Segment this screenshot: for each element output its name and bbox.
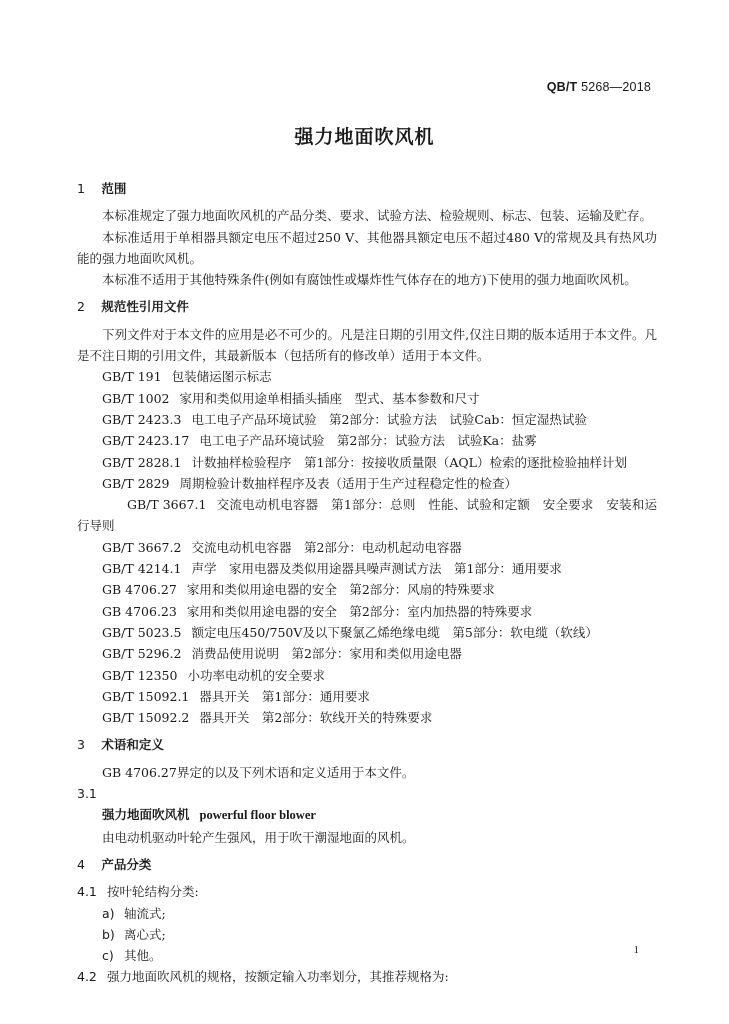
section-title: 范围 [101, 181, 127, 196]
reference-item [77, 388, 657, 409]
ref-title: 家用和类似用途电器的安全 第2部分：风扇的特殊要求 [186, 582, 495, 598]
section-2-heading [77, 296, 657, 317]
subsection-4-1 [77, 881, 657, 902]
reference-list [77, 366, 657, 728]
ref-code: GB/T 3667.2 [102, 539, 182, 555]
ref-title: 包装储运图示标志 [171, 369, 272, 385]
reference-item [77, 558, 657, 579]
ref-title: 周期检验计数抽样程序及表（适用于生产过程稳定性的检查） [179, 475, 518, 491]
list-item [77, 924, 657, 945]
section-title: 术语和定义 [101, 737, 164, 753]
item-label: b) [102, 926, 115, 942]
reference-item [77, 643, 657, 664]
section-1-heading [77, 178, 657, 199]
reference-item [77, 494, 657, 537]
reference-item [77, 686, 657, 707]
ref-title: 家用和类似用途单相插头插座 型式、基本参数和尺寸 [179, 390, 480, 406]
section-number: 1 [77, 181, 85, 196]
page-number: 1 [633, 944, 639, 956]
section-number: 4 [77, 856, 85, 872]
ref-code: GB/T 2423.17 [102, 433, 190, 449]
term-heading [77, 804, 657, 826]
reference-item [77, 622, 657, 643]
term-number: 3.1 [77, 786, 97, 802]
document-body [77, 178, 657, 988]
item-label: c) [102, 948, 114, 964]
term-definition: 由电动机驱动叶轮产生强风，用于吹干潮湿地面的风机。 [102, 829, 415, 845]
paragraph: 本标准适用于单相器具额定电压不超过250 V、其他器具额定电压不超过480 V的常规及具有热风功能的强力地面吹风机。 [77, 229, 657, 266]
ref-title: 声学 家用电器及类似用途器具噪声测试方法 第1部分：通用要求 [191, 561, 562, 577]
standard-code [547, 80, 651, 94]
ref-code: GB/T 2829 [102, 475, 170, 491]
term-english: powerful floor blower [199, 808, 316, 823]
standard-prefix: QB/T [546, 80, 578, 94]
paragraph: 本标准不适用于其他特殊条件(例如有腐蚀性或爆炸性气体存在的地方)下使用的强力地面吹风机。 [102, 272, 637, 288]
item-text: 离心式; [124, 926, 166, 942]
ref-code: GB 4706.27 [102, 582, 177, 598]
ref-title: 电工电子产品环境试验 第2部分：试验方法 试验Cab：恒定湿热试验 [191, 411, 587, 427]
ref-code: GB/T 4214.1 [102, 561, 182, 577]
ref-title: 家用和类似用途电器的安全 第2部分：室内加热器的特殊要求 [186, 603, 533, 619]
list-item [77, 903, 657, 924]
item-text: 轴流式; [124, 905, 166, 921]
ref-title: 电工电子产品环境试验 第2部分：试验方法 试验Ka：盐雾 [199, 433, 537, 449]
reference-item [77, 579, 657, 600]
ref-title: 器具开关 第1部分：通用要求 [199, 688, 370, 704]
subsection-4-2 [77, 966, 657, 987]
list-item [77, 945, 657, 966]
section-number: 3 [77, 737, 85, 753]
reference-item [77, 473, 657, 494]
reference-item [77, 366, 657, 387]
ref-code: GB/T 15092.1 [102, 688, 190, 704]
ref-title: 器具开关 第2部分：软线开关的特殊要求 [199, 710, 433, 726]
section-title: 产品分类 [101, 856, 152, 872]
ref-code: GB/T 5023.5 [102, 624, 182, 640]
document-title: 强力地面吹风机 [294, 126, 435, 148]
ref-title: 消费品使用说明 第2部分：家用和类似用途电器 [191, 646, 462, 662]
ref-code: GB 4706.23 [102, 603, 177, 619]
classification-list [77, 903, 657, 967]
standard-number: 5268—2018 [581, 80, 651, 94]
reference-item [77, 665, 657, 686]
reference-item [77, 452, 657, 473]
ref-code: GB/T 5296.2 [102, 646, 182, 662]
section-title: 规范性引用文件 [101, 299, 189, 315]
reference-item [77, 601, 657, 622]
ref-code: GB/T 2423.3 [102, 411, 182, 427]
reference-item [77, 430, 657, 451]
reference-item [77, 537, 657, 558]
reference-item [77, 707, 657, 728]
item-label: a) [102, 905, 115, 921]
section-4-heading [77, 854, 657, 875]
ref-title: 小功率电动机的安全要求 [187, 667, 325, 683]
ref-code: GB/T 2828.1 [102, 454, 182, 470]
ref-title: 额定电压450/750V及以下聚氯乙烯绝缘电缆 第5部分：软电缆（软线） [191, 624, 598, 640]
ref-title: 计数抽样检验程序 第1部分：按接收质量限（AQL）检索的逐批检验抽样计划 [191, 454, 627, 470]
paragraph: 下列文件对于本文件的应用是必不可少的。凡是注日期的引用文件,仅注日期的版本适用于本文件。凡是不注日期的引用文件，其最新版本（包括所有的修改单）适用于本文件。 [77, 326, 657, 364]
subsection-number: 4.1 [77, 884, 97, 900]
subsection-text: 按叶轮结构分类: [106, 884, 199, 900]
subsection-text: 强力地面吹风机的规格，按额定输入功率划分，其推荐规格为: [106, 969, 449, 985]
term-chinese: 强力地面吹风机 [102, 807, 190, 823]
ref-title: 交流电动机电容器 第2部分：电动机起动电容器 [191, 539, 462, 555]
ref-code: GB/T 191 [102, 369, 162, 385]
paragraph: 本标准规定了强力地面吹风机的产品分类、要求、试验方法、检验规则、标志、包装、运输及贮存。 [102, 208, 653, 224]
ref-code: GB/T 1002 [102, 390, 170, 406]
ref-code: GB/T 15092.2 [102, 710, 190, 726]
item-text: 其他。 [124, 948, 162, 964]
ref-code: GB/T 12350 [102, 667, 178, 683]
section-number: 2 [77, 299, 85, 315]
ref-code: GB/T 3667.1 [127, 497, 207, 513]
ref-title: 交流电动机电容器 第1部分：总则 性能、试验和定额 安全要求 安装和运行导则 [77, 497, 657, 534]
subsection-number: 4.2 [77, 969, 97, 985]
paragraph: GB 4706.27界定的以及下列术语和定义适用于本文件。 [102, 764, 415, 780]
section-3-heading [77, 734, 657, 755]
reference-item [77, 409, 657, 430]
